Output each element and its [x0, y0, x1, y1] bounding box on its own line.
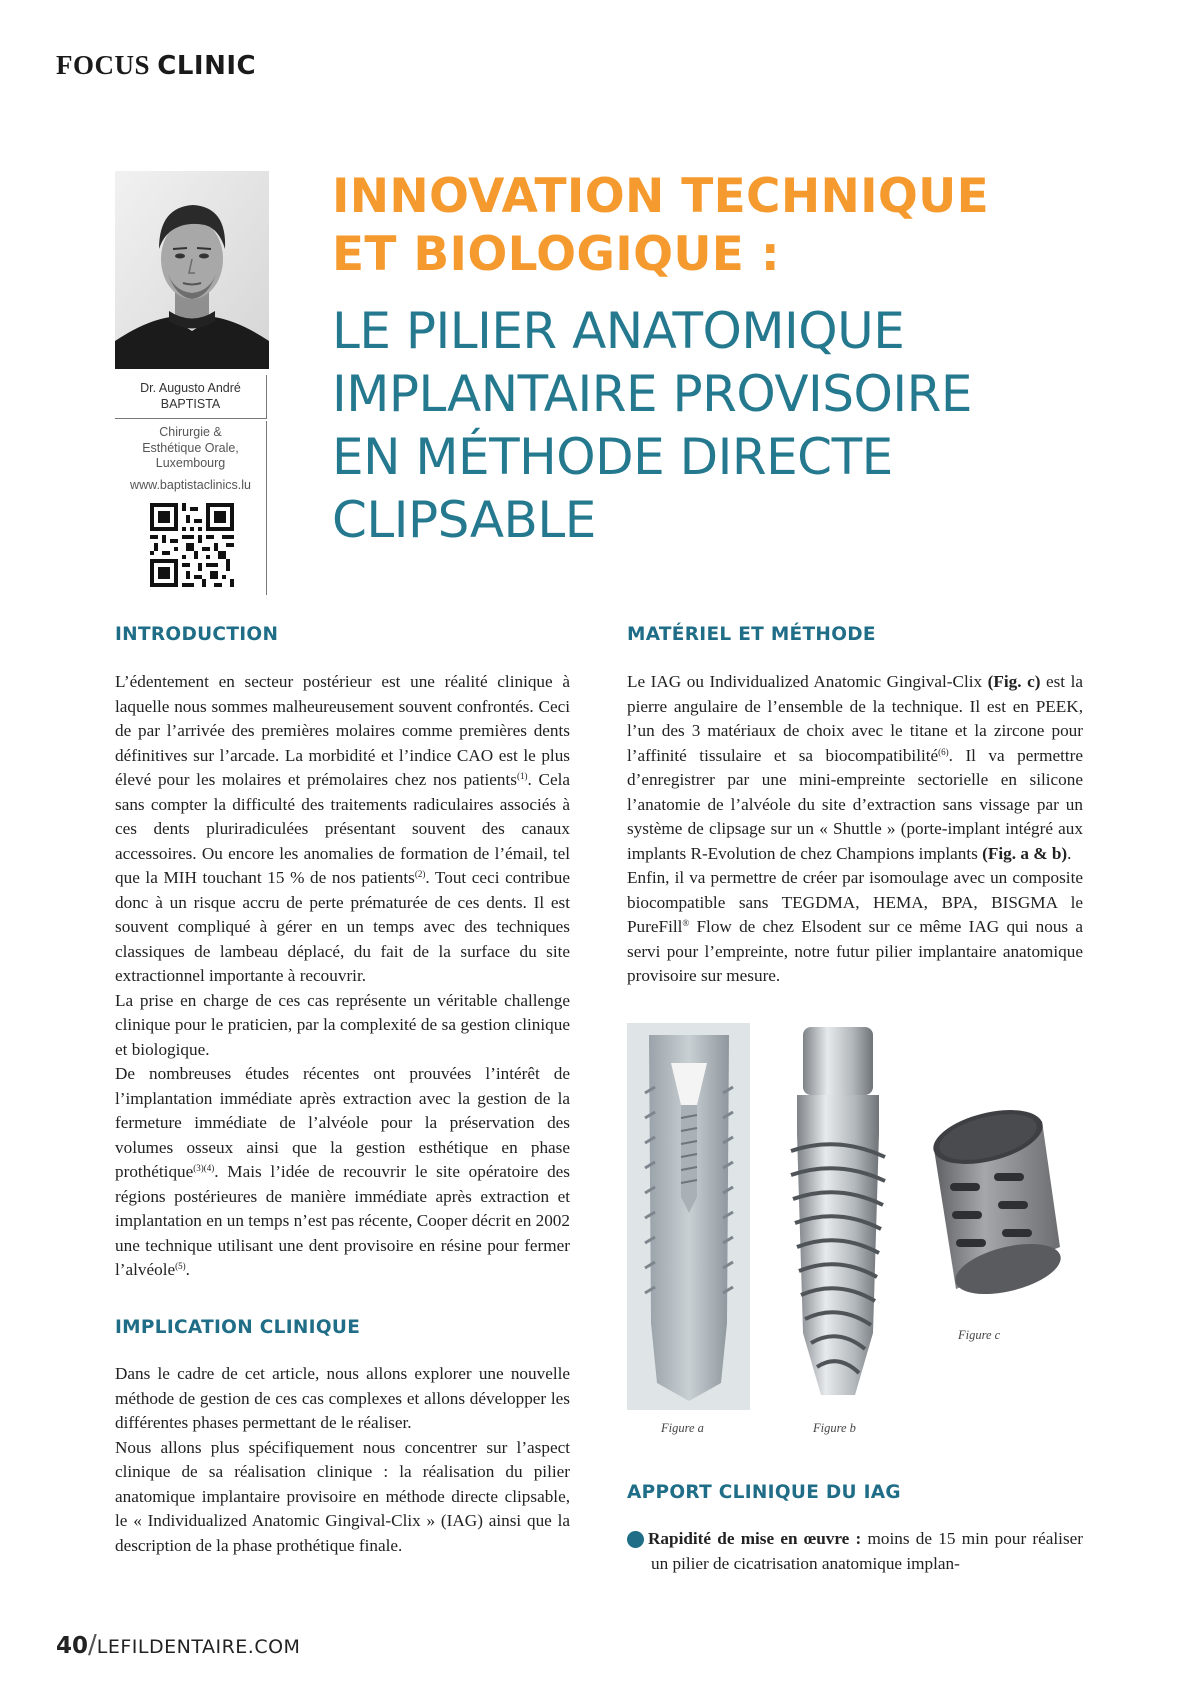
- author-role-line1: Chirurgie &: [159, 425, 222, 439]
- materiel-body: [627, 670, 1083, 989]
- footer-slash: /: [88, 1630, 97, 1660]
- implication-paragraph-2: Nous allons plus spécifiquement nous concentrer sur l’aspect clinique de sa réalisation clinique : la réalisation du pilier anatomique implantaire provisoire en méthode directe clipsable, le « Individualized Anatomic Gingival-Clix » (IAG) ainsi que la description de la phase prothétique finale.: [115, 1437, 570, 1555]
- author-role-line3: Luxembourg: [155, 456, 226, 470]
- implication-heading: IMPLICATION CLINIQUE: [115, 1317, 361, 1338]
- title-line3: LE PILIER ANATOMIQUE: [332, 302, 905, 360]
- intro-paragraph-3: De nombreuses études récentes ont prouvées l’intérêt de l’implantation immédiate après extraction avec la gestion de la fermeture immédiate de l’alvéole pour la préservation des volumes osseux ainsi que la gestion esthétique en phase prothétique$^{(3)(4)}$. Mais l’idée de recouvrir le site opératoire des régions postérieures de manière immédiate après extraction et implantation en un temps n’est pas récente, Cooper décrit en 2002 une technique utilisant une dent provisoire en résine pour fermer l’alvéole$^{(5)}$.: [115, 1064, 570, 1279]
- bullet-number-icon: 1: [627, 1531, 644, 1548]
- section-header: [56, 50, 256, 81]
- title-line4: IMPLANTAIRE PROVISOIRE: [332, 365, 972, 423]
- author-name-line2: BAPTISTA: [160, 397, 221, 411]
- author-name-line1: Dr. Augusto André: [140, 381, 241, 395]
- author-photo: [115, 171, 269, 369]
- title-line5: EN MÉTHODE DIRECTE: [332, 428, 893, 486]
- apport-item-1: 1 Rapidité de mise en œuvre : moins de 15 min pour réaliser un pilier de cicatrisation anatomique implan-: [619, 1529, 1084, 1573]
- author-name-box: [115, 375, 267, 419]
- apport-heading: APPORT CLINIQUE DU IAG: [627, 1482, 901, 1503]
- header-focus: FOCUS: [56, 50, 151, 80]
- figure-c-caption: Figure c: [958, 1328, 1001, 1342]
- implication-body: [115, 1362, 570, 1558]
- introduction-heading: INTRODUCTION: [115, 624, 279, 645]
- page-number: 40: [56, 1633, 89, 1659]
- materiel-heading: MATÉRIEL ET MÉTHODE: [627, 624, 876, 645]
- page-footer: [56, 1630, 300, 1660]
- figure-c-image: [922, 1107, 1064, 1302]
- introduction-body: [115, 670, 570, 1283]
- figure-a-image: [627, 1023, 750, 1410]
- title-primary: [332, 168, 989, 284]
- qr-code[interactable]: [150, 503, 234, 587]
- title-secondary: [332, 300, 972, 552]
- materiel-paragraph-2: Enfin, il va permettre de créer par isomoulage avec un composite biocompatible sans TEGDMA, HEMA, BPA, BISGMA le PureFill® Flow de chez Elsodent sur ce même IAG qui nous a servi pour l’empreinte, notre futur pilier implantaire anatomique provisoire sur mesure.: [627, 868, 1083, 985]
- header-clinic: CLINIC: [157, 51, 257, 81]
- figure-b-caption: Figure b: [813, 1421, 856, 1435]
- title-line6: CLIPSABLE: [332, 491, 596, 549]
- author-website[interactable]: www.baptistaclinics.lu: [130, 477, 251, 492]
- intro-paragraph-1: L’édentement en secteur postérieur est une réalité clinique à laquelle nous sommes malheureusement souvent confrontés. Ceci de par l’arrivée des premières molaires comme premières dents définitives sur l’arcade. La morbidité et l’indice CAO est le plus élevé pour les molaires et prémolaires chez nos patients$^{(1)}$. Cela sans compter la difficulté des traitements radiculaires associés à ces dents pluriradiculées présentant souvent des canaux accessoires. Ou encore les anomalies de formation de l’émail, tel que la MIH touchant 15 % de nos patients$^{(2)}$. Tout ceci contribue donc à un risque accru de perte prématurée de ces dents. Il est souvent compliqué à gérer en un temps avec des techniques classiques de lambeau déplacé, du fait de la surface du site extractionnel importante à recouvrir.: [115, 672, 570, 985]
- figure-b-image: [785, 1023, 891, 1410]
- author-role-line2: Esthétique Orale,: [142, 440, 239, 455]
- implication-paragraph-1: Dans le cadre de cet article, nous allons explorer une nouvelle méthode de gestion de ces cas complexes et allons développer les différentes phases permettant de le réaliser.: [115, 1364, 570, 1432]
- title-line1: INNOVATION TECHNIQUE: [332, 169, 990, 224]
- intro-paragraph-2: La prise en charge de ces cas représente un véritable challenge clinique pour le praticien, par la complexité de sa gestion clinique et biologique.: [115, 990, 570, 1059]
- materiel-paragraph-1: Le IAG ou Individualized Anatomic Gingival-Clix (Fig. c) est la pierre angulaire de l’ensemble de la technique. Il est en PEEK, l’un des 3 matériaux de choix avec le titane et la zircone pour l’affinité tissulaire et sa biocompatibilité$^{(6)}$. Il va permettre d’enregistrer par une mini-empreinte sectorielle en silicone l’anatomie de l’alvéole du site d’extraction sans vissage par un système de clipsage sur un « Shuttle » (porte-implant intégré aux implants R-Evolution de chez Champions implants (Fig. a & b).: [627, 672, 1083, 863]
- figure-a-caption: Figure a: [661, 1421, 704, 1435]
- title-line2: ET BIOLOGIQUE :: [332, 227, 780, 282]
- footer-site[interactable]: LEFILDENTAIRE.COM: [96, 1636, 301, 1658]
